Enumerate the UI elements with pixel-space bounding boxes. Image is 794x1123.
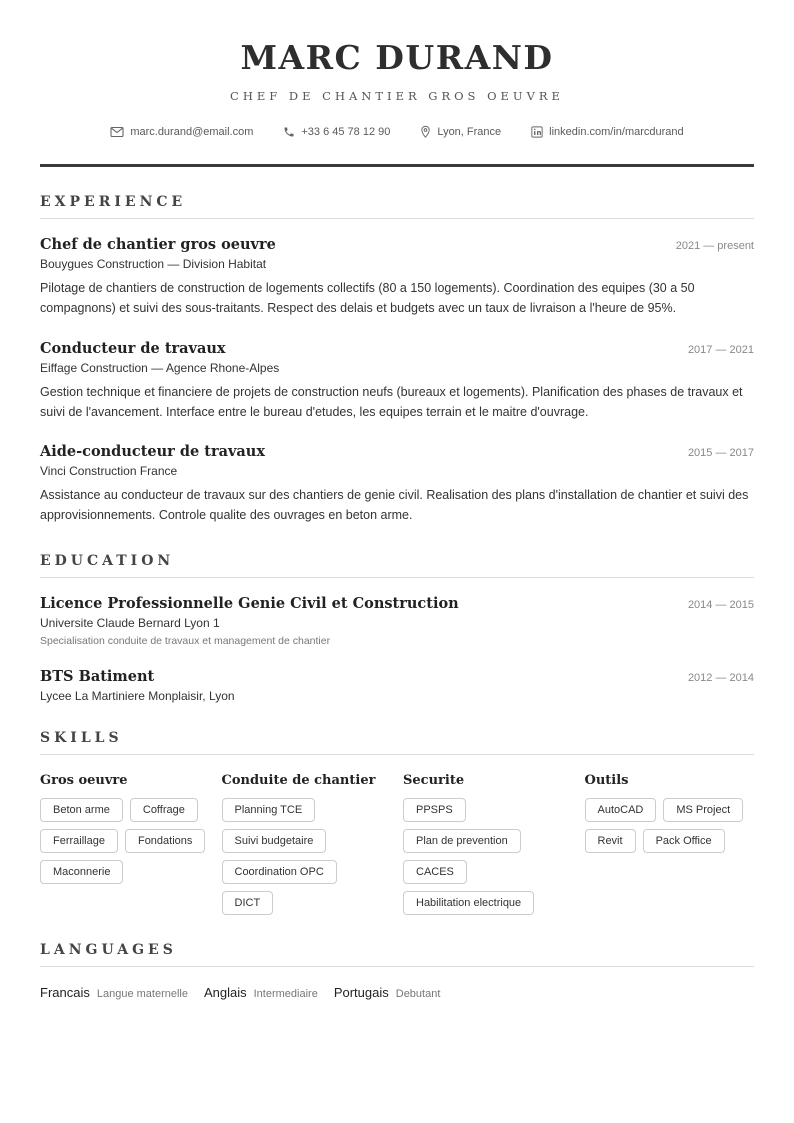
language-item (334, 985, 441, 1000)
skill-chip: Beton arme (40, 798, 123, 822)
experience-heading: EXPERIENCE (40, 194, 187, 211)
job-dates: 2017 — 2021 (687, 343, 754, 356)
skill-chip: PPSPS (403, 798, 466, 822)
education-entry (40, 595, 754, 647)
section-divider (40, 577, 754, 578)
skill-chip: Coordination OPC (222, 860, 337, 884)
section-languages (40, 942, 754, 1000)
contact-phone (283, 126, 390, 138)
section-experience (40, 194, 754, 526)
job-dates: 2021 — present (675, 240, 754, 253)
skill-group-conduite (222, 773, 392, 915)
skill-group-outils (585, 773, 755, 915)
skill-chip: AutoCAD (585, 798, 657, 822)
person-name: MARC DURAND (240, 38, 554, 77)
person-job-title: CHEF DE CHANTIER GROS OEUVRE (230, 89, 564, 104)
job-description: Gestion technique et financiere de projets de construction neufs (bureaux et logements). Planification des phases de travaux et suivi de l'avancement. Interface entre le bureau d'etudes, les equipes terrain et le maitre d'ouvrage. (40, 384, 743, 419)
job-company: Eiffage Construction — Agence Rhone-Alpes (40, 360, 280, 375)
skill-chip: Plan de prevention (403, 829, 521, 853)
skill-chip: DICT (222, 891, 274, 915)
header-divider (40, 164, 754, 167)
skill-group-title: Securite (403, 772, 465, 788)
language-name: Francais (40, 984, 90, 1000)
skill-chip: Ferraillage (40, 829, 118, 853)
contact-email (110, 126, 253, 138)
section-divider (40, 754, 754, 755)
language-level: Debutant (395, 987, 441, 1000)
job-company: Vinci Construction France (40, 464, 178, 479)
skill-group-gros-oeuvre (40, 773, 210, 915)
language-name: Portugais (333, 984, 389, 1000)
language-item (204, 985, 318, 1000)
skill-chip: Pack Office (643, 829, 725, 853)
section-skills (40, 730, 754, 915)
job-title-text: Chef de chantier gros oeuvre (40, 236, 276, 254)
section-divider (40, 218, 754, 219)
education-heading: EDUCATION (40, 552, 175, 569)
degree-title: Licence Professionnelle Genie Civil et Construction (40, 594, 459, 612)
skill-chip: Revit (585, 829, 636, 853)
contact-row (40, 125, 754, 139)
languages-heading: LANGUAGES (40, 941, 177, 958)
language-item (40, 985, 188, 1000)
contact-location (420, 125, 501, 139)
skill-chip: Suivi budgetaire (222, 829, 327, 853)
skill-chip: Planning TCE (222, 798, 316, 822)
contact-linkedin-text: linkedin.com/in/marcdurand (549, 126, 684, 139)
job-description: Assistance au conducteur de travaux sur des chantiers de genie civil. Realisation des plans d'installation de chantier et suivi des approvisionnements. Controle qualite des ouvrages en beton arme. (40, 488, 749, 523)
skill-chip: MS Project (663, 798, 743, 822)
job-title-text: Conducteur de travaux (40, 339, 226, 357)
experience-entry (40, 443, 754, 526)
language-name: Anglais (203, 984, 247, 1000)
job-dates: 2015 — 2017 (687, 447, 754, 460)
skill-chip: CACES (403, 860, 467, 884)
skill-group-title: Gros oeuvre (40, 772, 128, 788)
phone-icon (283, 126, 295, 138)
degree-note: Specialisation conduite de travaux et management de chantier (40, 634, 331, 647)
language-level: Langue maternelle (96, 987, 188, 1000)
section-education (40, 553, 754, 703)
degree-dates: 2012 — 2014 (687, 671, 754, 684)
degree-dates: 2014 — 2015 (687, 598, 754, 611)
skill-chip: Fondations (125, 829, 205, 853)
degree-school: Universite Claude Bernard Lyon 1 (40, 615, 220, 630)
contact-phone-text: +33 6 45 78 12 90 (301, 126, 391, 139)
resume-header (40, 40, 754, 167)
experience-entry (40, 340, 754, 423)
job-title-text: Aide-conducteur de travaux (40, 443, 265, 461)
email-icon (110, 126, 124, 138)
skills-grid (40, 773, 754, 915)
contact-email-text: marc.durand@email.com (130, 126, 254, 139)
skill-group-securite (403, 773, 573, 915)
degree-school: Lycee La Martiniere Monplaisir, Lyon (40, 688, 235, 703)
job-description: Pilotage de chantiers de construction de logements collectifs (80 a 150 logements). Coordination des equipes (30 a 50 compagnons) et suivi des sous-traitants. Respect des delais et budgets avec un taux de livraison a l'heure de 95%. (40, 281, 695, 316)
contact-location-text: Lyon, France (437, 126, 502, 139)
skill-group-title: Outils (584, 772, 629, 788)
skill-group-title: Conduite de chantier (221, 772, 376, 788)
languages-row (40, 985, 754, 1000)
linkedin-icon (531, 126, 543, 138)
job-company: Bouygues Construction — Division Habitat (40, 257, 267, 272)
experience-entry (40, 236, 754, 319)
education-entry (40, 668, 754, 703)
skill-chip: Habilitation electrique (403, 891, 534, 915)
language-level: Intermediaire (253, 987, 318, 1000)
location-icon (420, 125, 431, 139)
degree-title: BTS Batiment (40, 667, 155, 685)
contact-linkedin (531, 126, 684, 138)
skill-chip: Coffrage (130, 798, 198, 822)
skills-heading: SKILLS (40, 729, 123, 746)
section-divider (40, 966, 754, 967)
skill-chip: Maconnerie (40, 860, 123, 884)
